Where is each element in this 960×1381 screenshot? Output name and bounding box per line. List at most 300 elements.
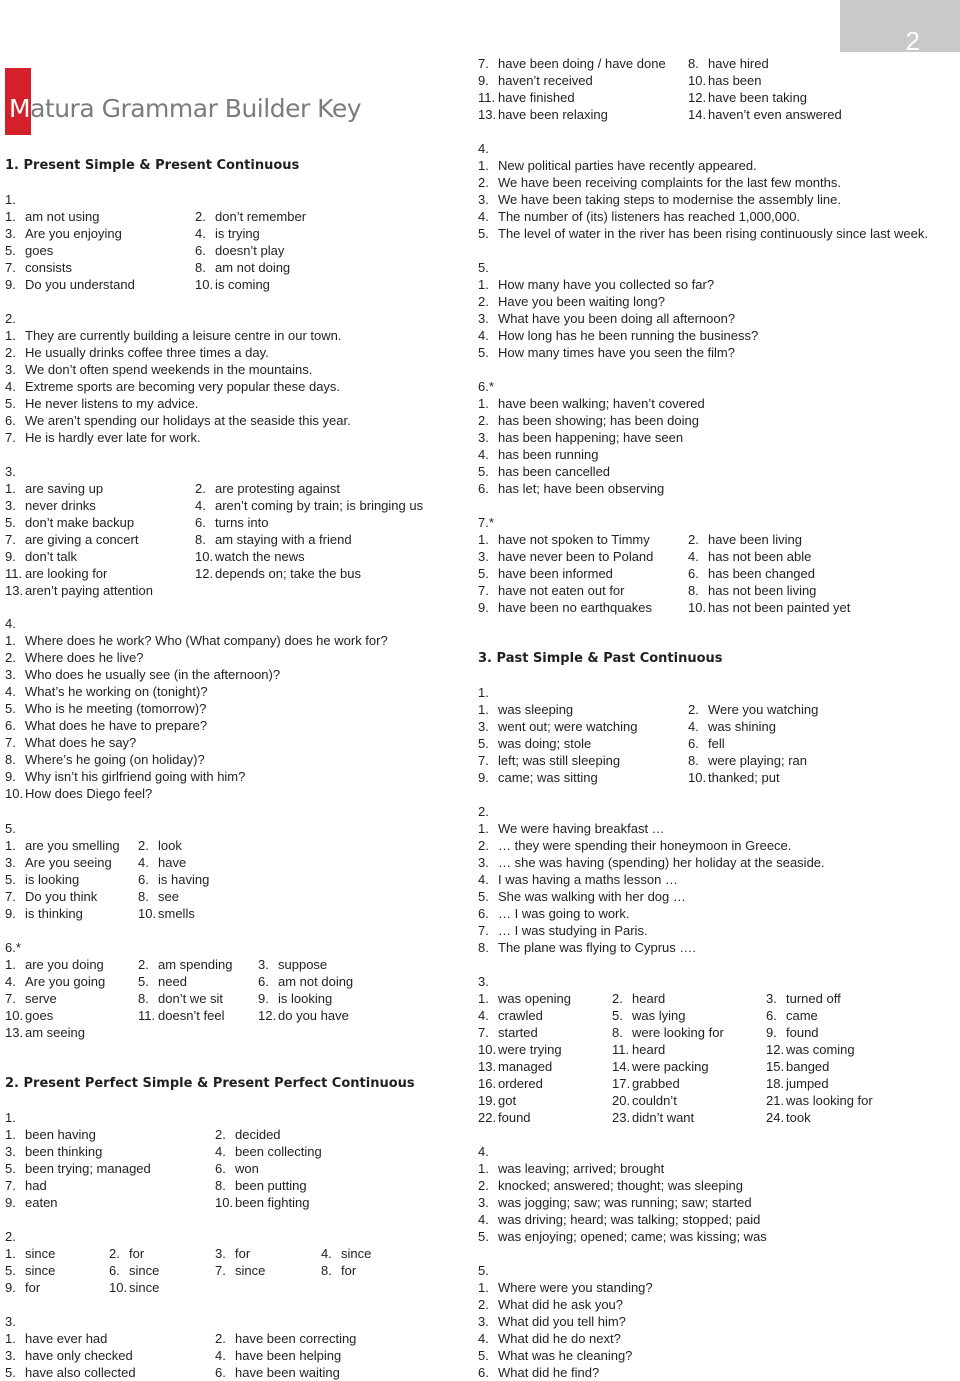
answer-number: 12. [258, 1008, 277, 1023]
answer-text: was shining [708, 719, 776, 734]
answer-number: 7. [5, 735, 16, 750]
answer-item [138, 973, 187, 990]
answer-number: 5. [478, 226, 489, 241]
answer-item [5, 497, 96, 514]
answer-text: managed [498, 1059, 553, 1074]
answer-item [612, 1007, 685, 1024]
answer-text: How many times have you seen the film? [498, 345, 735, 360]
section-heading: 3. Past Simple & Past Continuous [478, 651, 723, 666]
answer-text: has been [708, 73, 762, 88]
answer-text: We aren’t spending our holidays at the seaside this year. [25, 413, 351, 428]
page-number: 2 [905, 26, 920, 56]
answer-item [5, 1330, 107, 1347]
answer-number: 8. [195, 260, 206, 275]
answer-number: 2. [688, 702, 699, 717]
answer-line [5, 361, 312, 378]
answer-number: 3. [5, 855, 16, 870]
answer-text: doesn’t play [215, 243, 285, 258]
answer-text: The number of (its) listeners has reached 1,000,000. [498, 209, 801, 224]
answer-item [5, 565, 107, 582]
answer-item [478, 1109, 531, 1126]
answer-item [5, 531, 138, 548]
answer-item [109, 1245, 144, 1262]
answer-number: 3. [478, 430, 489, 445]
answer-text: were trying [498, 1042, 562, 1057]
answer-text: are giving a concert [25, 532, 139, 547]
answer-number: 1. [5, 838, 16, 853]
answer-number: 6. [258, 974, 269, 989]
answer-text: took [786, 1110, 811, 1125]
answer-number: 1. [478, 821, 489, 836]
answer-item [195, 208, 306, 225]
answer-text: aren’t coming by train; is bringing us [215, 498, 424, 513]
answer-line [5, 683, 208, 700]
answer-number: 7. [478, 753, 489, 768]
answer-number: 12. [766, 1042, 785, 1057]
answer-text: Who does he usually see (in the afternoon)? [25, 667, 281, 682]
answer-text: are you doing [25, 957, 104, 972]
answer-number: 23. [612, 1110, 631, 1125]
answer-item [478, 106, 608, 123]
exercise-number: 2. [478, 804, 489, 819]
answer-number: 4. [478, 1008, 489, 1023]
answer-text: have been relaxing [498, 107, 608, 122]
answer-item [5, 1262, 55, 1279]
answer-line [5, 717, 207, 734]
answer-text: have ever had [25, 1331, 108, 1346]
answer-text: We have been taking steps to modernise the assembly line. [498, 192, 842, 207]
answer-item [138, 956, 232, 973]
answer-number: 5. [612, 1008, 623, 1023]
answer-number: 1. [478, 1161, 489, 1176]
answer-number: 4. [478, 1331, 489, 1346]
answer-number: 6. [478, 906, 489, 921]
answer-text: couldn’t [632, 1093, 677, 1108]
answer-text: depends on; take the bus [215, 566, 362, 581]
answer-number: 1. [478, 1280, 489, 1295]
answer-number: 4. [215, 1348, 226, 1363]
answer-number: 1. [478, 532, 489, 547]
answer-number: 3. [5, 667, 16, 682]
answer-number: 11. [612, 1042, 630, 1057]
answer-text: What did he ask you? [498, 1297, 624, 1312]
answer-item [258, 990, 332, 1007]
answer-number: 1. [478, 396, 489, 411]
answer-item [195, 565, 361, 582]
answer-text: were looking for [632, 1025, 724, 1040]
answer-item [215, 1143, 322, 1160]
answer-text: have not spoken to Timmy [498, 532, 650, 547]
answer-text: haven’t even answered [708, 107, 842, 122]
answer-number: 10. [688, 600, 707, 615]
answer-number: 6. [109, 1263, 120, 1278]
answer-text: He usually drinks coffee three times a day. [25, 345, 269, 360]
answer-number: 7. [5, 532, 16, 547]
answer-number: 2. [612, 991, 623, 1006]
answer-number: 4. [195, 498, 206, 513]
answer-number: 12. [195, 566, 214, 581]
answer-number: 24. [766, 1110, 785, 1125]
answer-number: 9. [478, 73, 489, 88]
answer-number: 3. [478, 311, 489, 326]
answer-line [5, 395, 198, 412]
answer-item [478, 599, 652, 616]
exercise-number: 3. [5, 1314, 16, 1329]
answer-text: … I was going to work. [498, 906, 630, 921]
exercise-number: 4. [478, 1144, 489, 1159]
answer-text: thanked; put [708, 770, 780, 785]
answer-text: have been waiting [235, 1365, 340, 1380]
answer-line [478, 1347, 632, 1364]
answer-number: 5. [5, 872, 16, 887]
answer-item [5, 905, 83, 922]
answer-line [478, 293, 665, 310]
answer-text: Where does he live? [25, 650, 144, 665]
answer-item [195, 514, 268, 531]
answer-number: 9. [5, 277, 16, 292]
answer-item [766, 1041, 855, 1058]
answer-number: 9. [258, 991, 269, 1006]
answer-item [688, 55, 769, 72]
answer-item [258, 956, 327, 973]
answer-text: suppose [278, 957, 328, 972]
answer-text: since [25, 1263, 56, 1278]
answer-number: 4. [5, 684, 16, 699]
answer-number: 3. [478, 719, 489, 734]
answer-number: 17. [612, 1076, 631, 1091]
answer-number: 9. [5, 549, 16, 564]
answer-text: The level of water in the river has been rising continuously since last week. [498, 226, 928, 241]
answer-text: Extreme sports are becoming very popular these days. [25, 379, 341, 394]
answer-text: been collecting [235, 1144, 322, 1159]
answer-item [321, 1245, 371, 1262]
answer-number: 6. [478, 1365, 489, 1380]
answer-line [478, 191, 841, 208]
answer-text: since [341, 1246, 372, 1261]
answer-number: 6. [5, 718, 16, 733]
answer-number: 2. [478, 413, 489, 428]
answer-text: have [158, 855, 187, 870]
answer-number: 10. [215, 1195, 234, 1210]
answer-item [478, 718, 637, 735]
answer-number: 2. [195, 481, 206, 496]
answer-number: 10. [195, 549, 214, 564]
answer-line [5, 412, 351, 429]
answer-text: since [129, 1263, 160, 1278]
answer-item [478, 769, 598, 786]
page-number-tab [840, 0, 960, 56]
answer-text: What does he have to prepare? [25, 718, 208, 733]
answer-item [478, 990, 571, 1007]
answer-item [258, 973, 353, 990]
exercise-number: 4. [5, 616, 16, 631]
answer-item [478, 1041, 562, 1058]
answer-text: We have been receiving complaints for the last few months. [498, 175, 841, 190]
exercise-number: 3. [478, 974, 489, 989]
answer-text: Do you think [25, 889, 98, 904]
answer-item [195, 242, 284, 259]
title-initial: M [9, 94, 31, 123]
answer-number: 6. [195, 515, 206, 530]
exercise-number: 5. [478, 1263, 489, 1278]
answer-number: 2. [5, 650, 16, 665]
answer-text: are looking for [25, 566, 108, 581]
answer-text: How long has he been running the business? [498, 328, 759, 343]
answer-number: 1. [5, 1127, 16, 1142]
answer-text: crawled [498, 1008, 543, 1023]
answer-number: 5. [5, 1161, 16, 1176]
answer-text: He never listens to my advice. [25, 396, 199, 411]
answer-line [478, 837, 791, 854]
answer-item [5, 548, 77, 565]
answer-number: 7. [5, 889, 16, 904]
answer-text: for [25, 1280, 41, 1295]
answer-line [5, 785, 152, 802]
answer-line [478, 276, 714, 293]
answer-line [478, 820, 665, 837]
answer-number: 6. [766, 1008, 777, 1023]
answer-line [478, 1330, 621, 1347]
answer-item [138, 837, 182, 854]
answer-number: 7. [478, 583, 489, 598]
answer-item [688, 752, 807, 769]
answer-text: has let; have been observing [498, 481, 665, 496]
answer-text: for [235, 1246, 251, 1261]
exercise-number: 6.* [5, 940, 21, 955]
answer-number: 13. [478, 107, 497, 122]
answer-item [215, 1347, 341, 1364]
answer-item [5, 480, 103, 497]
answer-text: has not been living [708, 583, 817, 598]
answer-line [478, 412, 699, 429]
answer-text: is trying [215, 226, 260, 241]
answer-number: 7. [5, 1178, 16, 1193]
answer-item [688, 106, 842, 123]
answer-line [478, 871, 678, 888]
answer-item [478, 701, 573, 718]
answer-number: 1. [478, 991, 489, 1006]
answer-number: 3. [766, 991, 777, 1006]
answer-item [478, 1092, 516, 1109]
answer-line [478, 463, 610, 480]
answer-item [5, 276, 135, 293]
answer-text: ordered [498, 1076, 543, 1091]
answer-text: for [129, 1246, 145, 1261]
answer-number: 5. [478, 345, 489, 360]
answer-text: has been showing; has been doing [498, 413, 699, 428]
answer-text: don’t remember [215, 209, 307, 224]
answer-text: eaten [25, 1195, 58, 1210]
answer-text: Where does he work? Who (What company) does he work for? [25, 633, 388, 648]
answer-number: 8. [5, 752, 16, 767]
answer-item [612, 1058, 709, 1075]
answer-item [478, 582, 624, 599]
answer-text: consists [25, 260, 72, 275]
answer-line [478, 310, 735, 327]
answer-item [478, 72, 593, 89]
answer-number: 3. [478, 1314, 489, 1329]
answer-text: heard [632, 1042, 666, 1057]
exercise-number: 2. [5, 311, 16, 326]
answer-number: 2. [5, 345, 16, 360]
answer-text: was driving; heard; was talking; stopped; paid [498, 1212, 761, 1227]
answer-text: was lying [632, 1008, 686, 1023]
answer-number: 5. [138, 974, 149, 989]
answer-text: won [235, 1161, 259, 1176]
answer-text: went out; were watching [498, 719, 638, 734]
answer-number: 10. [5, 786, 24, 801]
answer-number: 7. [5, 991, 16, 1006]
answer-number: 10. [109, 1280, 128, 1295]
answer-text: have been helping [235, 1348, 342, 1363]
answer-text: How does Diego feel? [25, 786, 153, 801]
answer-item [478, 89, 575, 106]
answer-text: What does he say? [25, 735, 137, 750]
answer-text: am not doing [215, 260, 291, 275]
answer-text: since [25, 1246, 56, 1261]
answer-line [478, 939, 696, 956]
answer-text: New political parties have recently appeared. [498, 158, 757, 173]
answer-number: 4. [478, 209, 489, 224]
answer-number: 9. [478, 600, 489, 615]
answer-text: came; was sitting [498, 770, 598, 785]
answer-item [195, 497, 423, 514]
answer-item [688, 565, 815, 582]
answer-number: 18. [766, 1076, 785, 1091]
answer-line [478, 344, 735, 361]
exercise-number: 3. [5, 464, 16, 479]
answer-number: 5. [478, 736, 489, 751]
answer-number: 8. [215, 1178, 226, 1193]
answer-number: 2. [478, 838, 489, 853]
answer-text: am not using [25, 209, 100, 224]
answer-text: He is hardly ever late for work. [25, 430, 201, 445]
answer-number: 9. [5, 1195, 16, 1210]
answer-number: 5. [5, 243, 16, 258]
answer-item [215, 1126, 281, 1143]
answer-line [478, 429, 683, 446]
answer-item [215, 1160, 259, 1177]
answer-number: 8. [138, 991, 149, 1006]
answer-number: 9. [5, 1280, 16, 1295]
answer-item [478, 752, 620, 769]
answer-line [5, 700, 206, 717]
answer-text: watch the news [215, 549, 305, 564]
answer-number: 3. [478, 192, 489, 207]
answer-text: have not eaten out for [498, 583, 625, 598]
answer-text: has not been painted yet [708, 600, 851, 615]
answer-number: 1. [5, 481, 16, 496]
answer-text: have hired [708, 56, 769, 71]
answer-text: … she was having (spending) her holiday at the seaside. [498, 855, 825, 870]
answer-item [5, 1007, 53, 1024]
answer-item [195, 480, 340, 497]
answer-number: 3. [5, 226, 16, 241]
answer-number: 6. [138, 872, 149, 887]
answer-text: banged [786, 1059, 830, 1074]
answer-item [215, 1364, 340, 1381]
answer-item [5, 225, 122, 242]
answer-text: is looking [278, 991, 333, 1006]
answer-number: 15. [766, 1059, 785, 1074]
answer-text: had [25, 1178, 47, 1193]
answer-number: 7. [5, 260, 16, 275]
answer-text: were playing; ran [708, 753, 807, 768]
answer-text: see [158, 889, 179, 904]
answer-text: is looking [25, 872, 80, 887]
exercise-number: 7.* [478, 515, 494, 530]
answer-number: 8. [612, 1025, 623, 1040]
answer-text: were packing [632, 1059, 709, 1074]
answer-line [5, 378, 340, 395]
answer-item [5, 1194, 58, 1211]
answer-number: 11. [478, 90, 496, 105]
answer-number: 4. [215, 1144, 226, 1159]
answer-text: found [498, 1110, 531, 1125]
answer-text: was opening [498, 991, 571, 1006]
answer-text: We were having breakfast … [498, 821, 665, 836]
section-heading: 2. Present Perfect Simple & Present Perfect Continuous [5, 1076, 415, 1091]
answer-line [478, 1228, 767, 1245]
exercise-number: 1. [5, 1110, 16, 1125]
answer-number: 20. [612, 1093, 631, 1108]
answer-item [688, 582, 816, 599]
answer-text: are protesting against [215, 481, 341, 496]
answer-item [478, 735, 591, 752]
answer-item [478, 531, 650, 548]
answer-text: has been cancelled [498, 464, 611, 479]
answer-text: Are you seeing [25, 855, 112, 870]
answer-number: 8. [195, 532, 206, 547]
answer-number: 10. [195, 277, 214, 292]
answer-item [478, 55, 666, 72]
title-text: atura Grammar Builder Key [30, 94, 361, 123]
answer-number: 8. [138, 889, 149, 904]
exercise-number: 1. [5, 192, 16, 207]
answer-item [5, 1279, 40, 1296]
answer-item [321, 1262, 356, 1279]
answer-text: knocked; answered; thought; was sleeping [498, 1178, 743, 1193]
answer-text: goes [25, 243, 54, 258]
answer-item [109, 1262, 159, 1279]
answer-text: What did he do next? [498, 1331, 621, 1346]
answer-item [215, 1177, 307, 1194]
answer-text: She was walking with her dog … [498, 889, 686, 904]
answer-number: 5. [5, 1365, 16, 1380]
answer-item [5, 242, 53, 259]
answer-number: 7. [478, 1025, 489, 1040]
answer-number: 10. [478, 1042, 497, 1057]
answer-line [478, 1313, 626, 1330]
answer-item [138, 854, 186, 871]
answer-item [688, 769, 780, 786]
answer-item [5, 1160, 151, 1177]
answer-text: have been correcting [235, 1331, 357, 1346]
answer-text: left; was still sleeping [498, 753, 621, 768]
answer-number: 12. [688, 90, 707, 105]
answer-item [138, 990, 223, 1007]
answer-item [195, 276, 270, 293]
answer-number: 4. [138, 855, 149, 870]
answer-number: 7. [478, 923, 489, 938]
answer-item [195, 531, 352, 548]
answer-item [688, 735, 725, 752]
answer-item [612, 1075, 680, 1092]
answer-text: What was he cleaning? [498, 1348, 633, 1363]
answer-text: … I was studying in Paris. [498, 923, 648, 938]
answer-number: 2. [478, 1297, 489, 1312]
answer-number: 1. [5, 957, 16, 972]
